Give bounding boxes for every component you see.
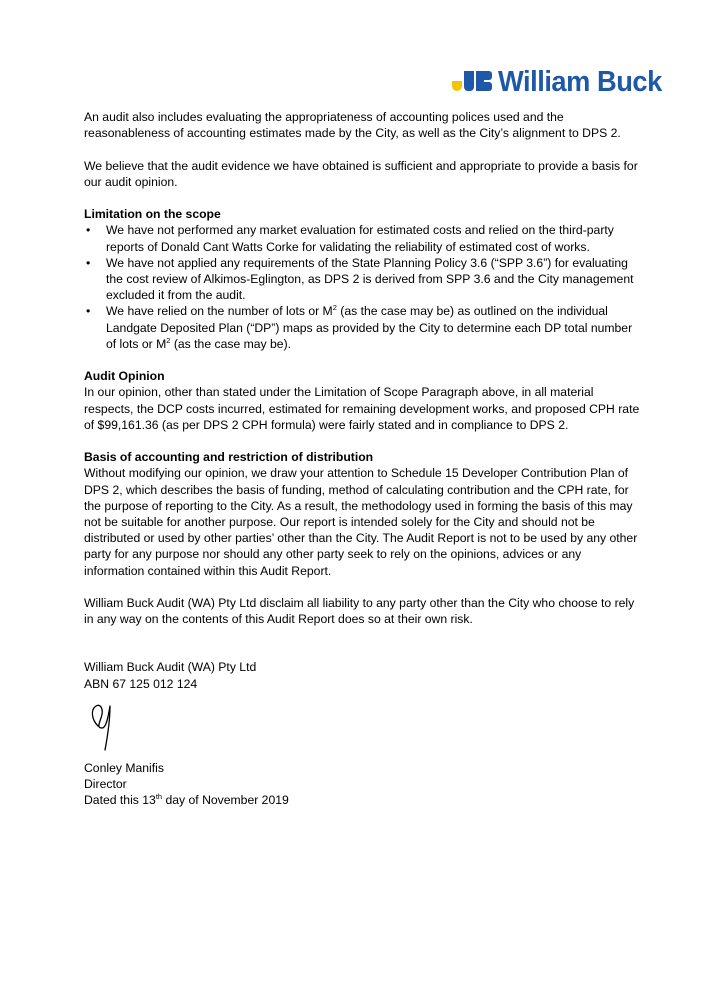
basis-heading: Basis of accounting and restriction of distribution xyxy=(84,450,374,465)
limitation-item-3 xyxy=(84,303,640,352)
firm-name: William Buck Audit (WA) Pty Ltd xyxy=(84,660,257,675)
audit-opinion-text: In our opinion, other than stated under the Limitation of Scope Paragraph above, in all material respects, the DCP costs incurred, estimated for remaining development works, and proposed CPH rate of $99,161.36 (as per DPS 2 CPH formula) were fairly stated and in compliance to DPS 2. xyxy=(84,385,640,432)
limitation-item-2: • We have not applied any requirements of the State Planning Policy 3.6 (“SPP 3.6”) for evaluating the cost review of Alkimos-Eglington, as DPS 2 is derived from SPP 3.6 and the City management excluded it from the audit. xyxy=(84,255,640,304)
limitation-item-3-part-3: (as the case may be). xyxy=(170,336,292,351)
brand-name: William Buck xyxy=(498,66,662,98)
dated-suffix: day of November 2019 xyxy=(162,793,289,808)
william-buck-logo-mark-icon xyxy=(452,69,496,101)
audit-opinion-heading: Audit Opinion xyxy=(84,369,165,384)
intro-paragraph-1: An audit also includes evaluating the appropriateness of accounting polices used and the reasonableness of accounting estimates made by the City, as well as the City’s alignment to DPS 2. xyxy=(84,110,621,141)
limitation-item-3-part-1: We have relied on the number of lots or M xyxy=(106,304,333,319)
limitation-item-3-part-2: (as the case may be) as outlined on the individual Landgate Deposited Plan (“DP”) maps as provided by the City to determine each DP total number of lots or M xyxy=(106,304,633,351)
intro-paragraph-2: We believe that the audit evidence we have obtained is sufficient and appropriate to provide a basis for our audit opinion. xyxy=(84,158,638,189)
limitation-heading: Limitation on the scope xyxy=(84,207,221,222)
dated-prefix: Dated this 13 xyxy=(84,793,156,808)
firm-abn: ABN 67 125 012 124 xyxy=(84,676,198,691)
superscript-2: 2 xyxy=(166,335,171,345)
disclaimer-text: William Buck Audit (WA) Pty Ltd disclaim all liability to any party other than the City who choose to rely in any way on the contents of this Audit Report does so at their own risk. xyxy=(84,596,635,627)
signatory-title: Director xyxy=(84,777,127,792)
signoff-block xyxy=(84,659,640,808)
signature-icon xyxy=(84,698,144,754)
basis-text: Without modifying our opinion, we draw your attention to Schedule 15 Developer Contribution Plan of DPS 2, which describes the basis of funding, method of calculating contribution and the CPH rate, for the purpose of reporting to the City. As a result, the methodology used in forming the basis of this may not be suitable for another purpose. Our report is intended solely for the City and should not be distributed or used by other parties’ other than the City. The Audit Report is not to be used by any other party for any purpose nor should any other party seek to rely on the opinions, advices or any information contained within this Audit Report. xyxy=(84,466,638,578)
dated-line xyxy=(84,792,640,808)
william-buck-logo xyxy=(452,66,686,101)
limitation-list xyxy=(84,222,640,352)
signatory-name: Conley Manifis xyxy=(84,760,164,775)
dated-superscript: th xyxy=(155,792,163,802)
superscript-2: 2 xyxy=(332,303,337,313)
limitation-item-1: • We have not performed any market evaluation for estimated costs and relied on the third-party reports of Donald Cant Watts Corke for validating the reliability of estimated cost of works. xyxy=(84,222,640,254)
audit-report-body xyxy=(84,109,640,808)
